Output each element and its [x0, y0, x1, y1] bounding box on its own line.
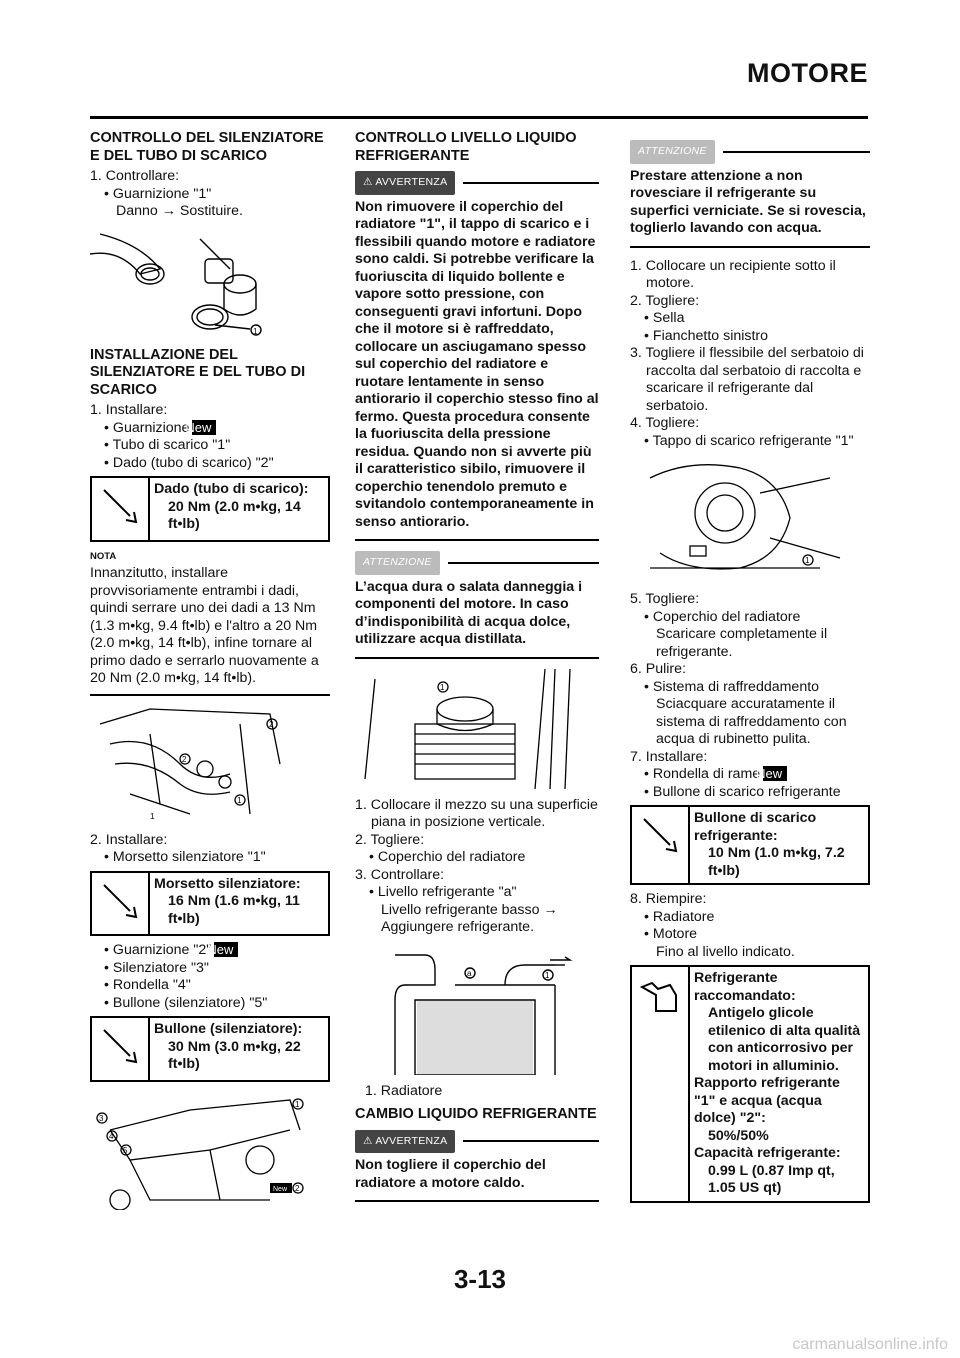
caution-header — [355, 551, 599, 575]
torque-spec-box — [90, 1016, 330, 1082]
spec-value: Antigelo glicole etilenico di alta qualità con anticorrosivo per motori in alluminio. — [708, 1005, 861, 1074]
bullet: • Coperchio del radiatore — [644, 608, 801, 625]
figure-label: 1 — [237, 795, 242, 805]
bullet: • Guarnizione "1" — [104, 185, 212, 202]
step: 1. Collocare un recipiente sotto il motore. — [630, 257, 836, 291]
note-header: NOTA — [90, 550, 117, 562]
bullet: • Sistema di raffreddamento — [644, 678, 820, 695]
bullet — [630, 766, 870, 784]
wrench-icon — [92, 1018, 150, 1080]
figure-muffler — [90, 1090, 330, 1210]
note-text: Innanzitutto, installare provvisoriamente entrambi i dadi, quindi serrare uno dei dadi a 13 Nm (1.3 m•kg, 9.4 ft•lb) e l'altro a 20 Nm (2.0 m•kg, 14 ft•lb), infine tornare al primo dado e serrarlo nuovamente a 20 Nm (2.0 m•kg, 14 ft•lb). — [90, 565, 330, 696]
spec-name: Rapporto refrigerante "1" e acqua (acqua dolce) "2": — [694, 1075, 840, 1126]
spec-name: Capacità refrigerante: — [694, 1145, 841, 1161]
watermark: carmanualsonline.info — [792, 1336, 948, 1353]
bullet-detail: Danno → Sostituire. — [116, 203, 243, 219]
warning-label: AVVERTENZA — [375, 1134, 448, 1147]
figure-label: 3 — [99, 1113, 104, 1123]
divider — [723, 151, 870, 153]
warning-text: Non togliere il coperchio del radiatore a motore caldo. — [355, 1157, 599, 1202]
new-badge: New — [273, 1185, 288, 1193]
spec-value: 10 Nm (1.0 m•kg, 7.2 ft•lb) — [708, 845, 845, 879]
figure-caption: 1. Radiatore — [365, 1082, 443, 1099]
warning-header — [355, 1130, 599, 1154]
page-header-title: MOTORE — [746, 58, 868, 88]
heading-coolant-level: CONTROLLO LIVELLO LIQUIDO REFRIGERANTE — [355, 130, 577, 164]
step: 5. Togliere: — [630, 591, 700, 607]
bullet — [90, 420, 330, 438]
step: 2. Togliere: — [355, 831, 425, 848]
wrench-icon — [632, 807, 690, 883]
heading-install-muffler: INSTALLAZIONE DEL SILENZIATORE E DEL TUBO DI SCARICO — [90, 346, 306, 398]
torque-spec-box — [90, 871, 330, 937]
warning-label: AVVERTENZA — [375, 176, 448, 188]
new-badge: New — [214, 942, 238, 957]
spec-value: 30 Nm (3.0 m•kg, 22 ft•lb) — [168, 1038, 301, 1072]
bullet: • Motore — [644, 926, 698, 942]
caution-badge: ATTENZIONE — [630, 140, 715, 164]
bullet-detail: Fino al livello indicato. — [656, 943, 795, 960]
bullet-detail: Scaricare completamente il refrigerante. — [656, 626, 828, 660]
step: 3. Controllare: — [355, 866, 445, 883]
step: 3. Togliere il flessibile del serbatoio di raccolta dal serbatoio di raccolta e scaricare il refrigerante dal serbatoio. — [630, 345, 864, 414]
spec-value: 20 Nm (2.0 m•kg, 14 ft•lb) — [168, 498, 301, 532]
caution-header — [630, 140, 870, 164]
spec-name: Bullone (silenziatore): — [154, 1021, 303, 1037]
step: 1. Controllare: — [90, 168, 180, 184]
bullet: • Coperchio del radiatore — [369, 849, 526, 865]
column-1 — [90, 130, 330, 1218]
spec-name: Morsetto silenziatore: — [154, 875, 301, 892]
bullet: • Rondella "4" — [104, 977, 191, 993]
column-3 — [630, 130, 870, 1209]
column-2 — [355, 130, 599, 1212]
bullet — [90, 942, 330, 960]
bullet: • Silenziatore "3" — [104, 959, 209, 976]
figure-label: 1 — [253, 326, 258, 336]
spec-value: 16 Nm (1.6 m•kg, 11 ft•lb) — [168, 893, 300, 927]
spec-name: Refrigerante raccomandato: — [694, 970, 796, 1004]
bullet: • Bullone (silenziatore) "5" — [104, 994, 268, 1011]
bullet: • Morsetto silenziatore "1" — [104, 849, 266, 865]
bullet: • Sella — [644, 310, 685, 326]
divider — [463, 182, 599, 184]
divider — [448, 562, 599, 564]
bullet: • Tubo di scarico "1" — [104, 437, 231, 453]
page-number: 3-13 — [453, 1264, 507, 1294]
warning-badge: ⚠ AVVERTENZA — [355, 1130, 455, 1154]
figure-label: 2 — [182, 754, 187, 764]
figure-coolant-level — [355, 945, 599, 1075]
step: 2. Installare: — [90, 831, 168, 848]
figure-label: 1 — [805, 556, 810, 565]
heading-change-coolant: CAMBIO LIQUIDO REFRIGERANTE — [355, 1106, 597, 1122]
spec-value: 0.99 L (0.87 Imp qt, 1.05 US qt) — [708, 1162, 835, 1196]
torque-spec-box — [90, 476, 330, 542]
spec-name: Dado (tubo di scarico): — [154, 481, 309, 497]
figure-label: 1 — [440, 682, 445, 692]
figure-label: 1 — [295, 1099, 300, 1109]
step: 8. Riempire: — [630, 891, 707, 907]
bullet: • Livello refrigerante "a" — [369, 884, 517, 900]
bullet: • Fianchetto sinistro — [644, 327, 769, 344]
new-badge: New — [192, 420, 216, 435]
spec-name: Bullone di scarico refrigerante: — [694, 810, 817, 844]
wrench-icon — [92, 478, 150, 540]
bullet: • Tappo di scarico refrigerante "1" — [644, 432, 854, 449]
bullet: • Radiatore — [644, 908, 715, 925]
step: 7. Installare: — [630, 748, 708, 765]
bullet-detail: Sciacquare accuratamente il sistema di raffreddamento con acqua di rubinetto pulita. — [656, 696, 847, 747]
wrench-icon — [92, 873, 150, 935]
step: 4. Togliere: — [630, 415, 700, 431]
figure-exhaust-install — [90, 704, 330, 824]
heading-check-muffler: CONTROLLO DEL SILENZIATORE E DEL TUBO DI SCARICO — [90, 130, 324, 164]
bullet: • Dado (tubo di scarico) "2" — [104, 454, 274, 471]
divider — [463, 1140, 599, 1142]
new-badge: New — [763, 766, 787, 781]
figure-label: 4 — [109, 1131, 114, 1141]
caution-text: L’acqua dura o salata danneggia i componenti del motore. In caso d’indisponibilità di acqua dolce, utilizzare acqua distillata. — [355, 579, 599, 659]
caution-text: Prestare attenzione a non rovesciare il refrigerante su superfici verniciate. Se si rovescia, toglierlo lavando con acqua. — [630, 168, 870, 248]
torque-spec-box — [630, 805, 870, 885]
bullet-text: • Guarnizione — [104, 419, 190, 436]
figure-radiator-cap — [355, 669, 599, 789]
warning-header — [355, 171, 599, 195]
bullet-text: • Rondella di rame — [644, 766, 761, 782]
header-rule — [90, 116, 868, 119]
warning-badge: ⚠ AVVERTENZA — [355, 171, 455, 195]
step: 6. Pulire: — [630, 661, 686, 677]
coolant-spec-box — [630, 965, 870, 1203]
bullet-text: • Guarnizione "2" — [104, 942, 212, 958]
figure-gasket — [90, 229, 330, 339]
figure-label: 5 — [123, 1145, 128, 1155]
oil-can-icon — [632, 967, 690, 1201]
step: 1. Installare: — [90, 402, 168, 418]
step: 1. Collocare il mezzo su una superficie piana in posizione verticale. — [355, 796, 598, 830]
step: 2. Togliere: — [630, 292, 700, 309]
figure-label: 1 — [545, 970, 550, 980]
spec-value: 50%/50% — [708, 1127, 769, 1144]
figure-drain-bolt — [630, 458, 870, 583]
warning-text: Non rimuovere il coperchio del radiatore "1", il tappo di scarico e i flessibili quando motore e radiatore sono caldi. Si potrebbe verificare la fuoriuscita di liquido bollente e vapore sotto pressione, con conseguenti gravi infortuni. Dopo che il motore si è raffreddato, collocare un asciugamano spesso sul coperchio del radiatore e ruotare lentamente in senso antiorario il coperchio stesso fino al fermo. Questa procedura consente la fuoriuscita della pressione residua. Quando non si avverte più il caratteristico sibilo, rimuovere il coperchio tenendolo premuto e svitandolo contemporaneamente in senso antiorario. — [355, 199, 599, 542]
figure-label: 2 — [295, 1183, 300, 1193]
bullet: • Bullone di scarico refrigerante — [644, 783, 841, 800]
figure-label: a — [467, 968, 472, 978]
caution-badge: ATTENZIONE — [355, 551, 440, 575]
figure-label: 1 — [150, 811, 155, 821]
bullet-detail: Livello refrigerante basso → Aggiungere refrigerante. — [381, 901, 558, 935]
figure-label: 2 — [269, 719, 274, 729]
